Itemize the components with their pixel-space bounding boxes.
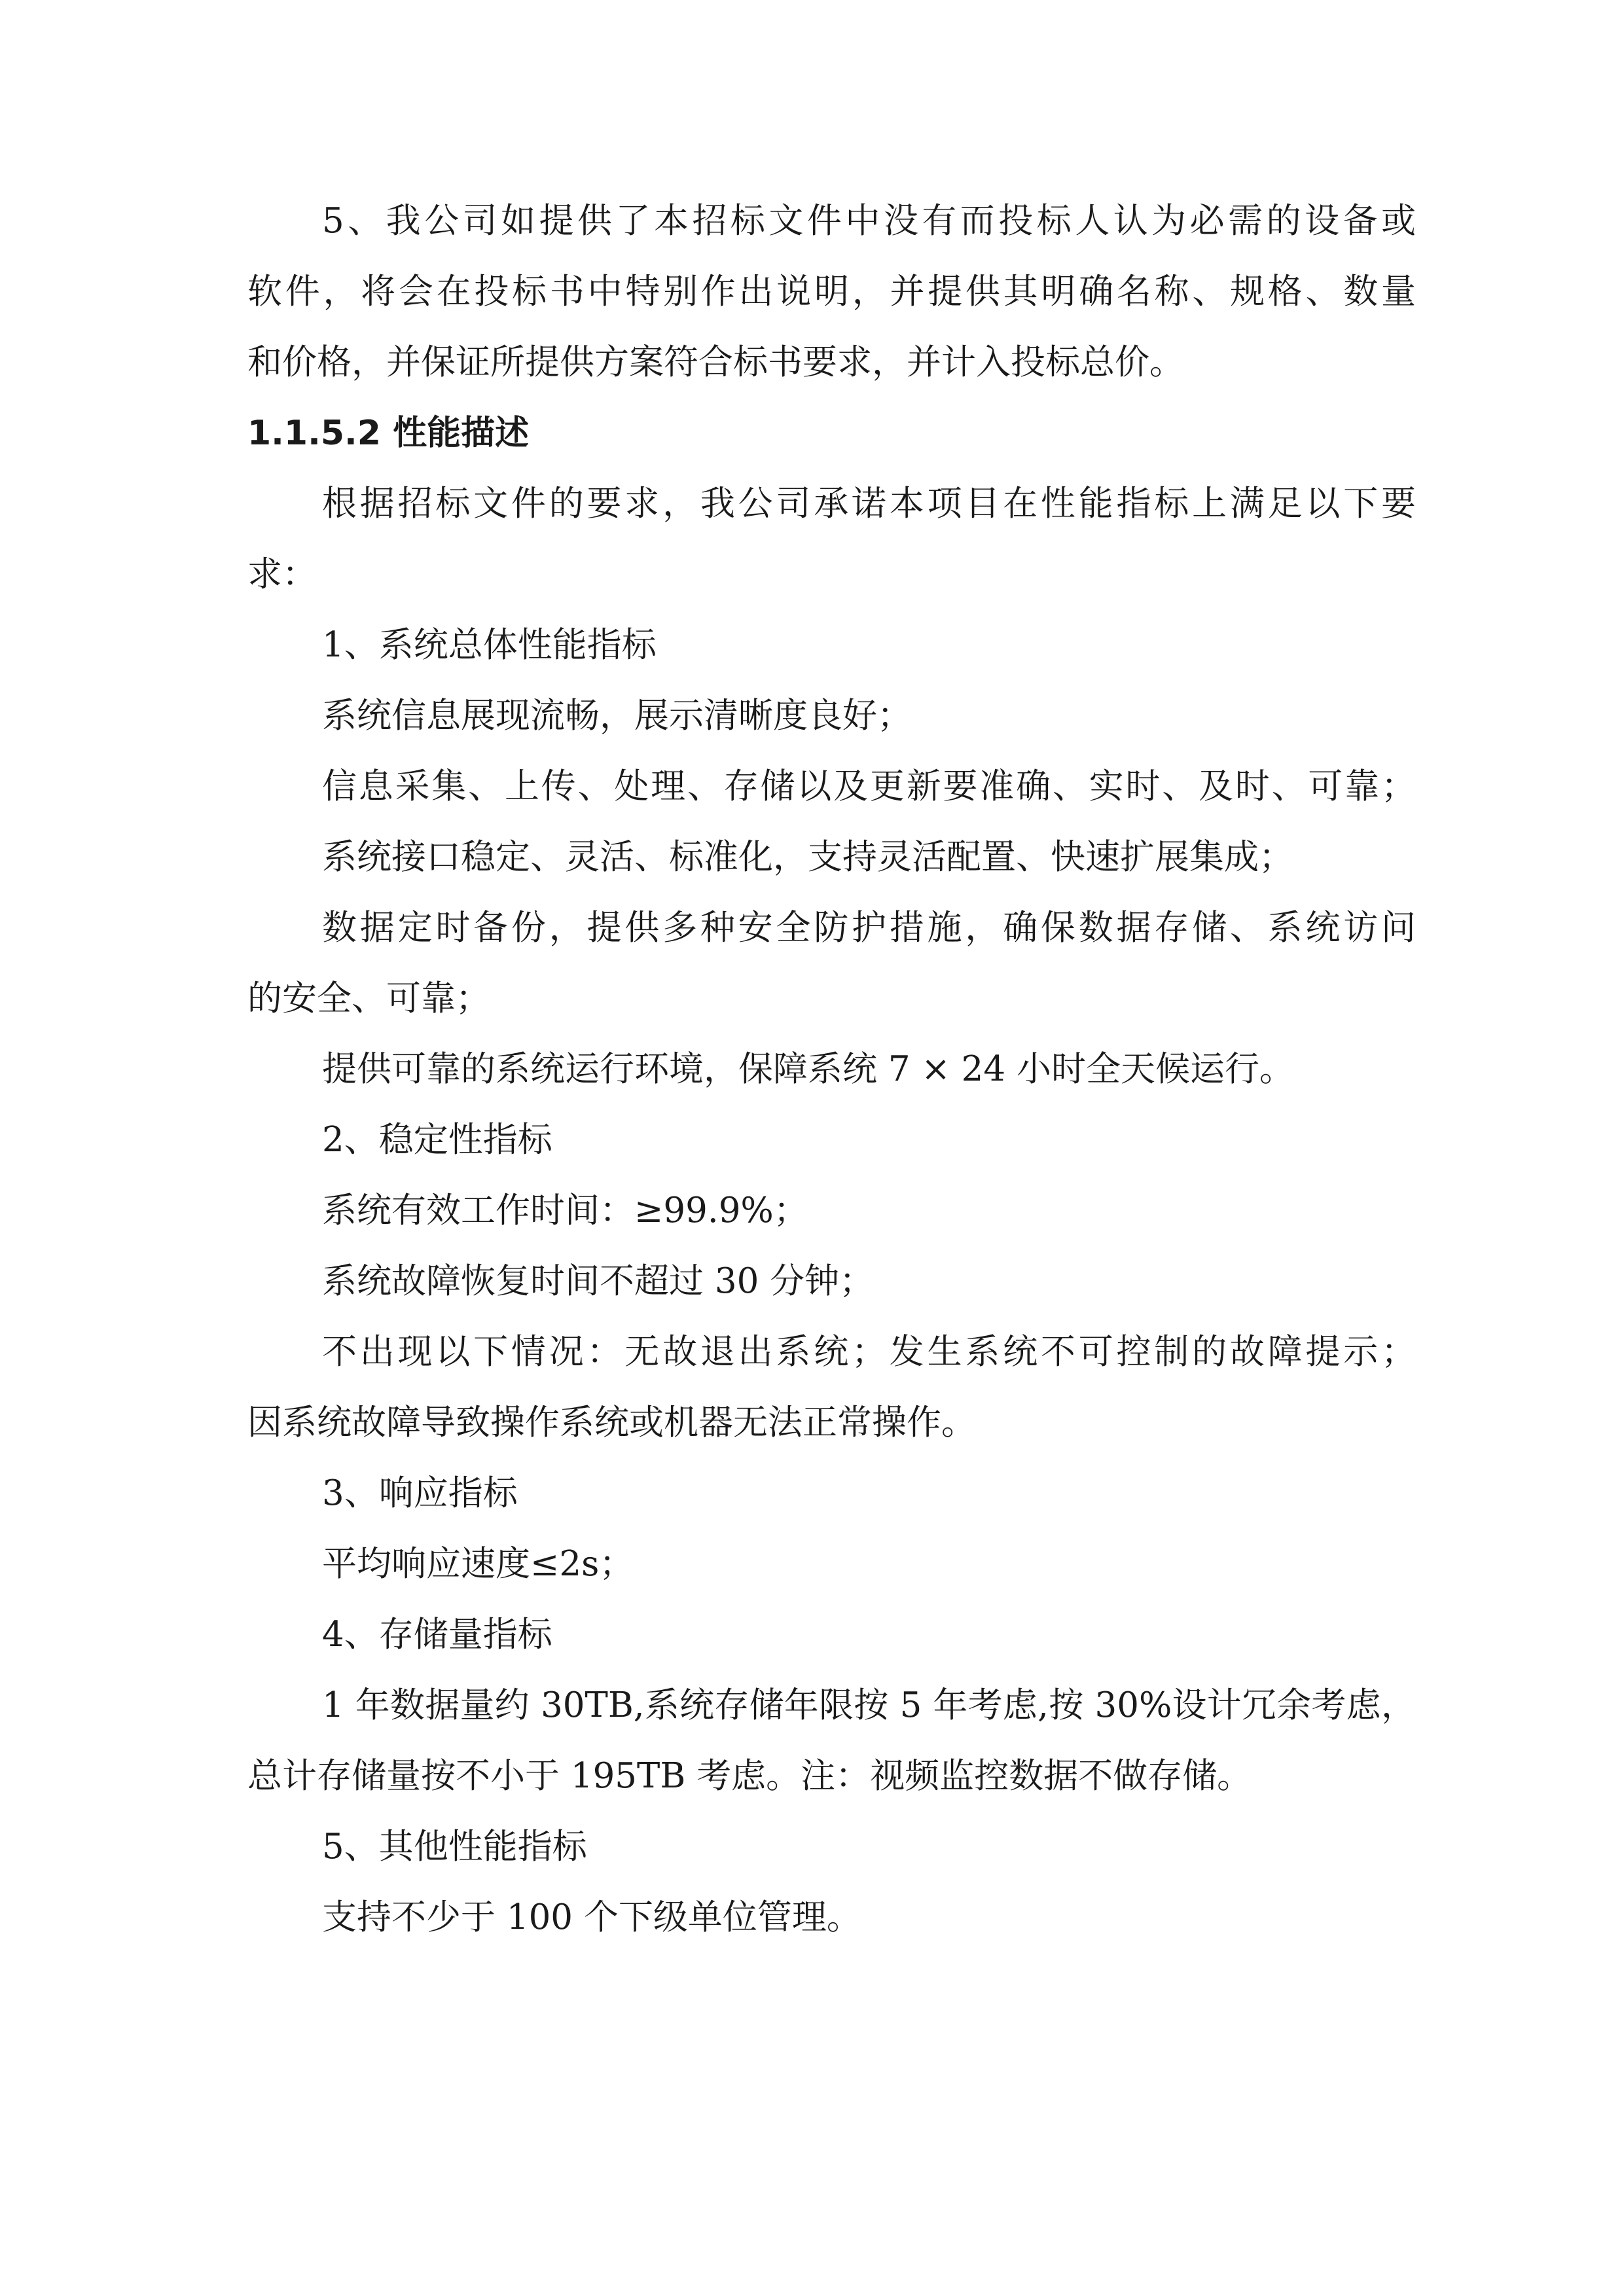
paragraph-line: 系统接口稳定、灵活、标准化，支持灵活配置、快速扩展集成； xyxy=(322,837,1293,877)
paragraph-line: 总计存储量按不小于 195TB 考虑。注：视频监控数据不做存储。 xyxy=(247,1756,1252,1796)
paragraph-line: 的安全、可靠； xyxy=(247,978,490,1018)
paragraph-line: 信息采集、上传、处理、存储以及更新要准确、实时、及时、可靠； xyxy=(322,766,1416,806)
paragraph-line: 数据定时备份，提供多种安全防护措施，确保数据存储、系统访问 xyxy=(322,908,1416,948)
paragraph-line: 提供可靠的系统运行环境，保障系统 7 × 24 小时全天候运行。 xyxy=(322,1049,1294,1089)
paragraph-line: 支持不少于 100 个下级单位管理。 xyxy=(322,1897,861,1937)
paragraph-line: 1 年数据量约 30TB,系统存储年限按 5 年考虑,按 30%设计冗余考虑， xyxy=(322,1685,1416,1725)
paragraph-line: 平均响应速度≤2s； xyxy=(322,1544,634,1584)
paragraph-line: 5、我公司如提供了本招标文件中没有而投标人认为必需的设备或 xyxy=(322,201,1416,241)
paragraph-line: 系统有效工作时间：≥99.9%； xyxy=(322,1191,808,1230)
paragraph-line: 根据招标文件的要求，我公司承诺本项目在性能指标上满足以下要 xyxy=(322,484,1416,524)
subsection-title: 3、响应指标 xyxy=(322,1473,518,1513)
paragraph-line: 和价格，并保证所提供方案符合标书要求，并计入投标总价。 xyxy=(247,342,1184,382)
section-heading: 1.1.5.2 性能描述 xyxy=(247,414,530,453)
subsection-title: 2、稳定性指标 xyxy=(322,1120,552,1160)
paragraph-line: 系统故障恢复时间不超过 30 分钟； xyxy=(322,1261,875,1301)
paragraph-line: 不出现以下情况：无故退出系统；发生系统不可控制的故障提示； xyxy=(322,1332,1416,1372)
paragraph-line: 系统信息展现流畅，展示清晰度良好； xyxy=(322,696,912,736)
paragraph-line: 因系统故障导致操作系统或机器无法正常操作。 xyxy=(247,1403,976,1443)
subsection-title: 5、其他性能指标 xyxy=(322,1827,587,1867)
paragraph-line: 求： xyxy=(247,554,317,594)
subsection-title: 4、存储量指标 xyxy=(322,1615,552,1655)
paragraph-line: 软件，将会在投标书中特别作出说明，并提供其明确名称、规格、数量 xyxy=(247,272,1416,312)
subsection-title: 1、系统总体性能指标 xyxy=(322,625,657,665)
